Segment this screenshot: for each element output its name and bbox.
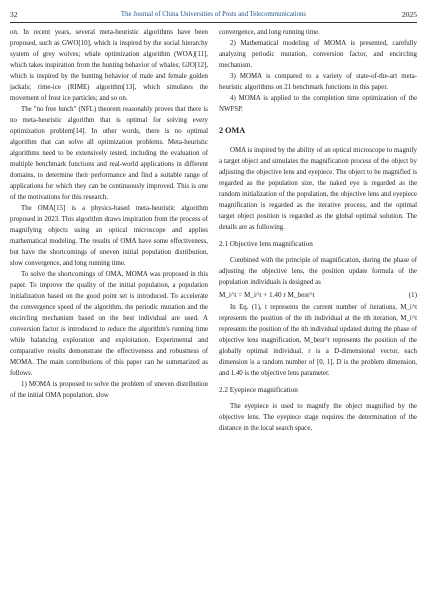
- left-paragraph-5: 1) MOMA is proposed to solve the problem of uneven distribution of the initial OMA population, slow: [10, 381, 208, 399]
- header-rule: [10, 22, 417, 23]
- contribution-2: 2) Mathematical modeling of MOMA is presented, carefully analyzing periodic mutation, conversion factor, and encircling mechanism.: [219, 40, 417, 69]
- equation-1: [219, 289, 417, 301]
- journal-title: The Journal of China Universities of Posts and Telecommunications: [120, 11, 307, 18]
- eyepiece-text: The eyepiece is used to magnify the object magnified by the objective lens. The eyepiece stage requires the determination of the distance in the local search space,: [219, 403, 417, 432]
- right-column: [219, 27, 417, 434]
- subsection-heading-1: 2.1 Objective lens magnification: [219, 240, 313, 248]
- left-paragraph-3: The OMA[15] is a physics-based meta-heuristic algorithm proposed in 2023. This algorithm draws inspiration from the process of magnifying objects using an optical microscope and applies mathematical modeling. The results of OMA have some effectiveness, but have the shortcomings of uneven initial population distribution, slow convergence, and long running time.: [10, 205, 208, 267]
- year: 2025: [402, 10, 417, 19]
- objective-lens-text: Combined with the principle of magnification, during the phase of adjusting the objective lens, the position update formula of the population individuals is designed as: [219, 257, 417, 286]
- right-paragraph-1: convergence, and long running time.: [219, 29, 320, 36]
- oma-description: OMA is inspired by the ability of an optical microscope to magnify a target object and simulates the magnification process of the object by adjusting the objective lens and eyepiece. The object to be magnified is regarded as the population size, the naked eye is regarded as the random initialization of the population, the objective lens and eyepiece magnification is regarded as the iterative process, and the optimal target object position is regarded as the global optimal solution. The details are as following.: [219, 147, 417, 231]
- contribution-4: 4) MOMA is applied to the completion time optimization of the NWFSP.: [219, 95, 417, 113]
- page-number: 32: [10, 10, 18, 19]
- equation-text: M_i^t = M_i^t + 1.40 r M_best^t: [219, 291, 315, 299]
- subsection-heading-2: 2.2 Eyepiece magnification: [219, 386, 298, 394]
- running-header: [10, 9, 417, 21]
- left-paragraph-2: The "no free lunch" (NFL) theorem reasonably proves that there is no meta-heuristic algorithm that is optimal for solving every optimization problem[14]. In other words, there is no optimal algorithm that can solve all optimization problems. Meta-heuristic algorithms need to be extensively tested, including the evaluation of multiple benchmark functions and real-world applications in different domains, to determine their performance and find a suitable range of applications for which they can be continuously improved. This is one of the motivations for this research.: [10, 106, 208, 201]
- equation-number: (1): [408, 291, 417, 299]
- left-paragraph-4: To solve the shortcomings of OMA, MOMA was proposed in this paper. To improve the quality of the initial population, a population initialization based on the good point set is introduced. To accelerate the convergence speed of the algorithm, the periodic mutation and the encircling mechanism based on the best individual are used. A conversion factor is introduced to reduce the algorithm's running time while balancing exploration and exploitation. Experimental and comparative results demonstrate the effectiveness and robustness of MOMA. The main contributions of this paper can be summarized as follows.: [10, 271, 208, 377]
- left-column: [10, 27, 208, 401]
- section-heading: 2 OMA: [219, 126, 246, 135]
- equation-explanation: In Eq. (1), t represents the current number of iterations, M_i^t represents the position of the ith individual at the tth iteration, M_i^t represents the position of the ith individual updated during the phase of objective lens magnification, M_best^t represents the position of the globally optimal individual, r is a D-dimensional vector, each dimension is a random number of [0, 1], D is the problem dimension, and 1.40 is the objective lens parameter.: [219, 304, 417, 377]
- left-paragraph-1: on. In recent years, several meta-heuristic algorithms have been proposed, such as GWO[10], which is inspired by the social hierarchy system of grey wolves; whale optimization algorithm (WOA)[11], which takes inspiration from the hunting behavior of whales; GJO[12], which is inspired by the hunting behavior of male and female golden jackals; rime-ice (RIME) algorithm[13], which simulates the movement of frost ice particles; and so on.: [10, 29, 208, 102]
- contribution-3: 3) MOMA is compared to a variety of state-of-the-art meta-heuristic algorithms on 21 benchmark functions in this paper.: [219, 73, 417, 91]
